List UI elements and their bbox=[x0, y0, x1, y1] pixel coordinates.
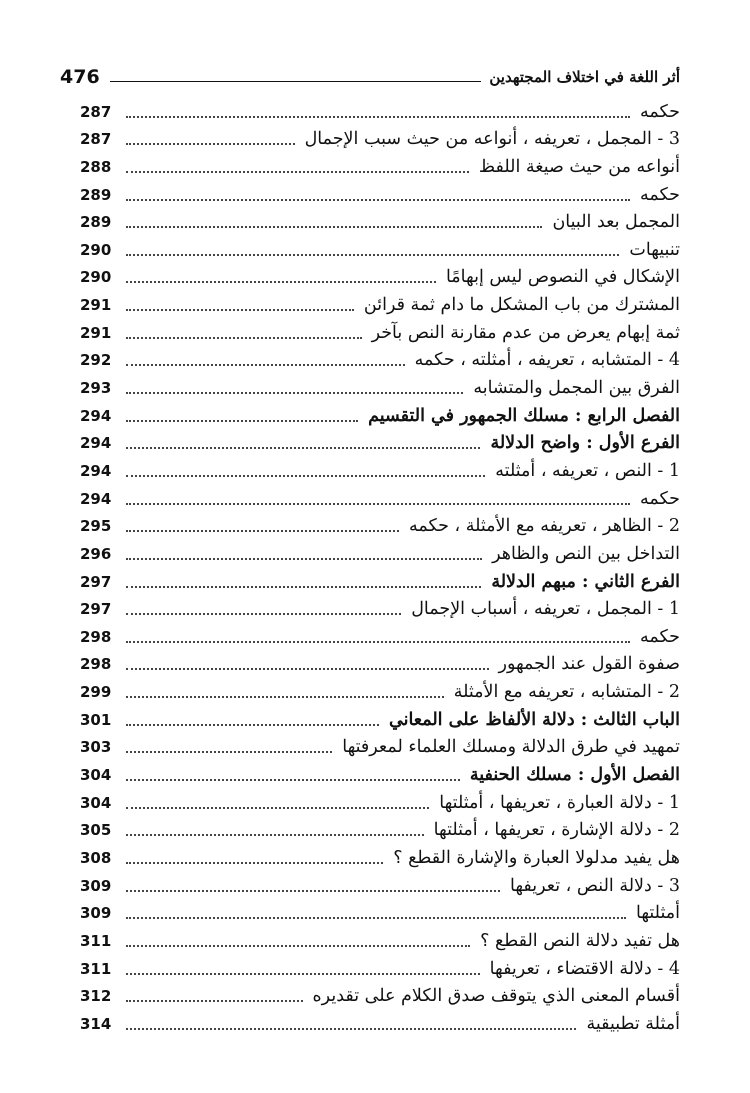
toc-entry bbox=[80, 401, 680, 429]
toc-entry-title: الفصل الأول : مسلك الحنفية bbox=[469, 765, 680, 786]
toc-entry-title: 3 - المجمل ، تعريفه ، أنواعه من حيث سبب الإجمال bbox=[304, 129, 680, 150]
dot-leader bbox=[126, 999, 303, 1002]
toc-entry bbox=[80, 125, 680, 153]
toc-entry-page: 290 bbox=[80, 268, 112, 287]
toc-entry bbox=[80, 982, 680, 1010]
toc-entry-title: التداخل بين النص والظاهر bbox=[492, 543, 680, 564]
toc-entry-page: 289 bbox=[80, 185, 112, 204]
toc-entry-page: 308 bbox=[80, 848, 112, 867]
toc-entry-page: 309 bbox=[80, 876, 112, 895]
toc-entry-page: 290 bbox=[80, 240, 112, 259]
toc-entry-title: الفرع الأول : واضح الدلالة bbox=[490, 433, 680, 454]
dot-leader bbox=[126, 308, 354, 311]
dot-leader bbox=[126, 446, 480, 449]
toc-entry-title: الباب الثالث : دلالة الألفاظ على المعاني bbox=[388, 709, 680, 730]
dot-leader bbox=[126, 585, 481, 588]
toc-entry bbox=[80, 733, 680, 761]
toc-entry-title: هل تفيد دلالة النص القطع ؟ bbox=[480, 930, 680, 951]
dot-leader bbox=[126, 502, 630, 505]
toc-entry bbox=[80, 926, 680, 954]
toc-entry-title: أقسام المعنى الذي يتوقف صدق الكلام على تقديره bbox=[312, 986, 680, 1007]
toc-entry-title: المشترك من باب المشكل ما دام ثمة قرائن bbox=[363, 295, 680, 316]
toc-entry bbox=[80, 760, 680, 788]
toc-entry bbox=[80, 429, 680, 457]
toc-entry-title: 3 - دلالة النص ، تعريفها bbox=[509, 875, 680, 896]
toc-entry-page: 292 bbox=[80, 351, 112, 370]
dot-leader bbox=[126, 889, 500, 892]
toc-entry bbox=[80, 871, 680, 899]
toc-entry-page: 311 bbox=[80, 931, 112, 950]
toc-entry bbox=[80, 180, 680, 208]
toc-entry-title: حكمه bbox=[640, 626, 680, 647]
toc-entry-title: تمهيد في طرق الدلالة ومسلك العلماء لمعرفتها bbox=[342, 737, 680, 758]
dot-leader bbox=[126, 336, 362, 339]
toc-entry bbox=[80, 97, 680, 125]
toc-entry-title: تنبيهات bbox=[629, 239, 680, 260]
toc-entry-title: 1 - المجمل ، تعريفه ، أسباب الإجمال bbox=[411, 599, 680, 620]
toc-entry-page: 287 bbox=[80, 130, 112, 149]
toc-entry-page: 293 bbox=[80, 379, 112, 398]
toc-entry bbox=[80, 705, 680, 733]
toc-entry bbox=[80, 539, 680, 567]
toc-entry bbox=[80, 677, 680, 705]
toc-entry bbox=[80, 346, 680, 374]
dot-leader bbox=[126, 1027, 576, 1030]
toc-entry-page: 294 bbox=[80, 434, 112, 453]
dot-leader bbox=[126, 778, 460, 781]
toc-entry-title: 2 - دلالة الإشارة ، تعريفها ، أمثلتها bbox=[433, 820, 680, 841]
page-header bbox=[60, 58, 680, 88]
toc-entry-page: 291 bbox=[80, 323, 112, 342]
toc-entry-page: 288 bbox=[80, 157, 112, 176]
dot-leader bbox=[126, 391, 463, 394]
toc-entry bbox=[80, 318, 680, 346]
header-rule bbox=[110, 81, 481, 82]
table-of-contents bbox=[80, 97, 680, 1037]
toc-entry bbox=[80, 290, 680, 318]
toc-entry bbox=[80, 512, 680, 540]
toc-entry-page: 298 bbox=[80, 627, 112, 646]
dot-leader bbox=[126, 529, 399, 532]
toc-entry bbox=[80, 899, 680, 927]
dot-leader bbox=[126, 612, 401, 615]
toc-entry bbox=[80, 235, 680, 263]
toc-entry bbox=[80, 788, 680, 816]
toc-entry bbox=[80, 567, 680, 595]
toc-entry-title: الفرع الثاني : مبهم الدلالة bbox=[491, 571, 680, 592]
toc-entry bbox=[80, 152, 680, 180]
toc-entry bbox=[80, 843, 680, 871]
toc-entry-title: أنواعه من حيث صيغة اللفظ bbox=[478, 156, 680, 177]
toc-entry-page: 291 bbox=[80, 296, 112, 315]
toc-entry-title: 2 - المتشابه ، تعريفه مع الأمثلة bbox=[453, 682, 680, 703]
toc-entry-page: 303 bbox=[80, 738, 112, 757]
dot-leader bbox=[126, 667, 489, 670]
toc-entry-page: 299 bbox=[80, 683, 112, 702]
dot-leader bbox=[126, 474, 485, 477]
toc-entry-title: 2 - الظاهر ، تعريفه مع الأمثلة ، حكمه bbox=[408, 516, 680, 537]
dot-leader bbox=[126, 142, 295, 145]
toc-entry-page: 304 bbox=[80, 793, 112, 812]
toc-entry bbox=[80, 622, 680, 650]
toc-entry-page: 312 bbox=[80, 987, 112, 1006]
toc-entry-title: أمثلة تطبيقية bbox=[586, 1013, 680, 1034]
toc-entry-page: 294 bbox=[80, 406, 112, 425]
dot-leader bbox=[126, 280, 436, 283]
dot-leader bbox=[126, 640, 630, 643]
toc-entry-page: 305 bbox=[80, 821, 112, 840]
toc-entry-title: حكمه bbox=[640, 184, 680, 205]
toc-entry bbox=[80, 816, 680, 844]
toc-entry-page: 311 bbox=[80, 959, 112, 978]
toc-entry-title: الفرق بين المجمل والمتشابه bbox=[473, 378, 680, 399]
dot-leader bbox=[126, 557, 482, 560]
dot-leader bbox=[126, 916, 626, 919]
toc-entry bbox=[80, 263, 680, 291]
dot-leader bbox=[126, 806, 429, 809]
toc-entry-title: 1 - النص ، تعريفه ، أمثلته bbox=[495, 460, 680, 481]
toc-entry-title: الإشكال في النصوص ليس إبهامًا bbox=[445, 267, 680, 288]
dot-leader bbox=[126, 225, 542, 228]
toc-entry-page: 298 bbox=[80, 655, 112, 674]
toc-entry-title: المجمل بعد البيان bbox=[552, 212, 680, 233]
toc-entry-page: 294 bbox=[80, 461, 112, 480]
toc-entry-page: 294 bbox=[80, 489, 112, 508]
toc-entry bbox=[80, 456, 680, 484]
toc-entry bbox=[80, 208, 680, 236]
toc-entry bbox=[80, 650, 680, 678]
toc-entry-page: 297 bbox=[80, 572, 112, 591]
toc-entry-title: صفوة القول عند الجمهور bbox=[498, 654, 680, 675]
toc-entry-title: ثمة إبهام يعرض من عدم مقارنة النص بآخر bbox=[371, 322, 680, 343]
toc-entry-title: 1 - دلالة العبارة ، تعريفها ، أمثلتها bbox=[439, 792, 680, 813]
dot-leader bbox=[126, 861, 383, 864]
toc-entry-title: حكمه bbox=[640, 488, 680, 509]
toc-entry-page: 296 bbox=[80, 544, 112, 563]
toc-entry-page: 297 bbox=[80, 600, 112, 619]
toc-entry-title: الفصل الرابع : مسلك الجمهور في التقسيم bbox=[368, 405, 680, 426]
dot-leader bbox=[126, 723, 379, 726]
dot-leader bbox=[126, 253, 619, 256]
toc-entry bbox=[80, 954, 680, 982]
toc-entry-title: 4 - المتشابه ، تعريفه ، أمثلته ، حكمه bbox=[414, 350, 680, 371]
page-number: 476 bbox=[60, 66, 100, 88]
dot-leader bbox=[126, 972, 480, 975]
toc-entry-title: 4 - دلالة الاقتضاء ، تعريفها bbox=[489, 958, 680, 979]
toc-entry-title: هل يفيد مدلولا العبارة والإشارة القطع ؟ bbox=[393, 847, 680, 868]
dot-leader bbox=[126, 419, 358, 422]
dot-leader bbox=[126, 750, 332, 753]
toc-entry-page: 301 bbox=[80, 710, 112, 729]
dot-leader bbox=[126, 833, 424, 836]
toc-entry-page: 304 bbox=[80, 766, 112, 785]
dot-leader bbox=[126, 170, 469, 173]
running-title: أثر اللغة في اختلاف المجتهدين bbox=[489, 68, 680, 86]
toc-entry bbox=[80, 484, 680, 512]
dot-leader bbox=[126, 115, 630, 118]
toc-entry-title: حكمه bbox=[640, 101, 680, 122]
toc-entry-page: 289 bbox=[80, 213, 112, 232]
toc-entry bbox=[80, 595, 680, 623]
toc-entry-page: 295 bbox=[80, 517, 112, 536]
toc-entry-page: 309 bbox=[80, 904, 112, 923]
toc-entry bbox=[80, 1009, 680, 1037]
toc-entry-page: 287 bbox=[80, 102, 112, 121]
toc-entry bbox=[80, 373, 680, 401]
dot-leader bbox=[126, 944, 470, 947]
dot-leader bbox=[126, 695, 444, 698]
toc-entry-title: أمثلتها bbox=[636, 903, 680, 924]
toc-entry-page: 314 bbox=[80, 1014, 112, 1033]
dot-leader bbox=[126, 198, 630, 201]
dot-leader bbox=[126, 363, 405, 366]
